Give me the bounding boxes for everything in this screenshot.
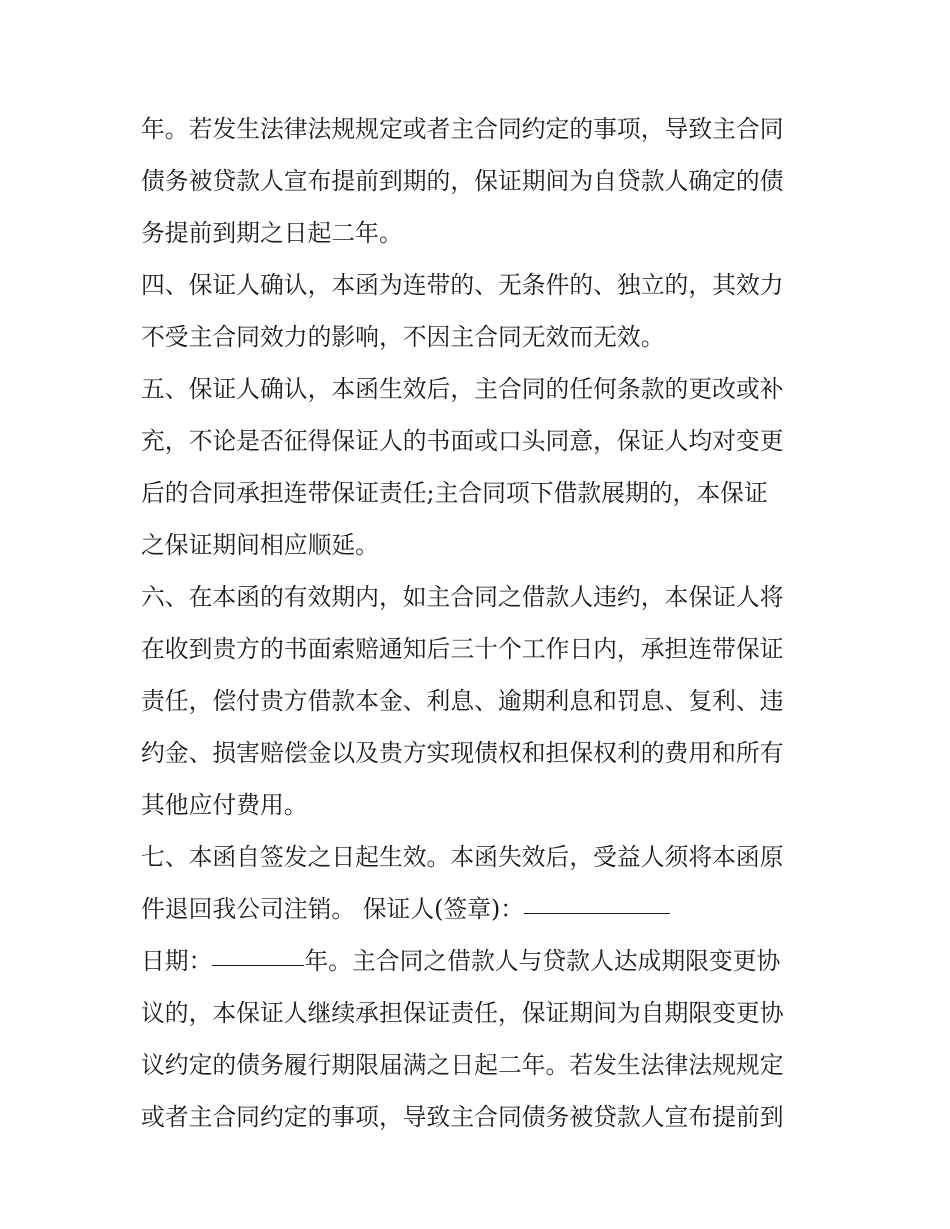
body-text-line: 年。若发生法律法规规定或者主合同约定的事项，导致主合同 [141,115,784,143]
body-text-line: 其他应付费用。 [141,791,308,819]
body-text-line: 五、保证人确认，本函生效后，主合同的任何条款的更改或补 [141,375,784,403]
body-text-line: 充，不论是否征得保证人的书面或口头同意，保证人均对变更 [141,427,784,455]
signature-line [141,883,821,935]
body-text-line: 在收到贵方的书面索赔通知后三十个工作日内，承担连带保证 [141,635,784,663]
body-text-line: 六、在本函的有效期内，如主合同之借款人违约，本保证人将 [141,583,784,611]
body-text-line: 议约定的债务履行期限届满之日起二年。若发生法律法规规定 [141,1051,784,1079]
signature-blank [524,889,670,914]
date-suffix-text: 年。主合同之借款人与贷款人达成期限变更协 [304,947,781,975]
body-text-line: 务提前到期之日起二年。 [141,219,403,247]
body-text-line: 约金、损害赔偿金以及贵方实现债权和担保权利的费用和所有 [141,739,784,767]
body-text-line: 或者主合同约定的事项，导致主合同债务被贷款人宣布提前到 [141,1103,784,1131]
signature-label: 件退回我公司注销。 保证人(签章)： [141,895,525,923]
body-text-line: 之保证期间相应顺延。 [141,531,379,559]
body-text-line: 不受主合同效力的影响，不因主合同无效而无效。 [141,323,665,351]
body-text-line: 议的，本保证人继续承担保证责任，保证期间为自期限变更协 [141,999,784,1027]
body-text-line: 后的合同承担连带保证责任;主合同项下借款展期的，本保证 [141,479,768,507]
body-text-line: 债务被贷款人宣布提前到期的，保证期间为自贷款人确定的债 [141,167,784,195]
date-blank [212,941,304,966]
date-line [141,935,821,987]
date-label: 日期： [141,947,213,975]
body-text-line: 四、保证人确认，本函为连带的、无条件的、独立的，其效力 [141,271,784,299]
body-text-line: 责任，偿付贵方借款本金、利息、逾期利息和罚息、复利、违 [141,687,784,715]
body-text-line: 七、本函自签发之日起生效。本函失效后，受益人须将本函原 [141,843,784,871]
